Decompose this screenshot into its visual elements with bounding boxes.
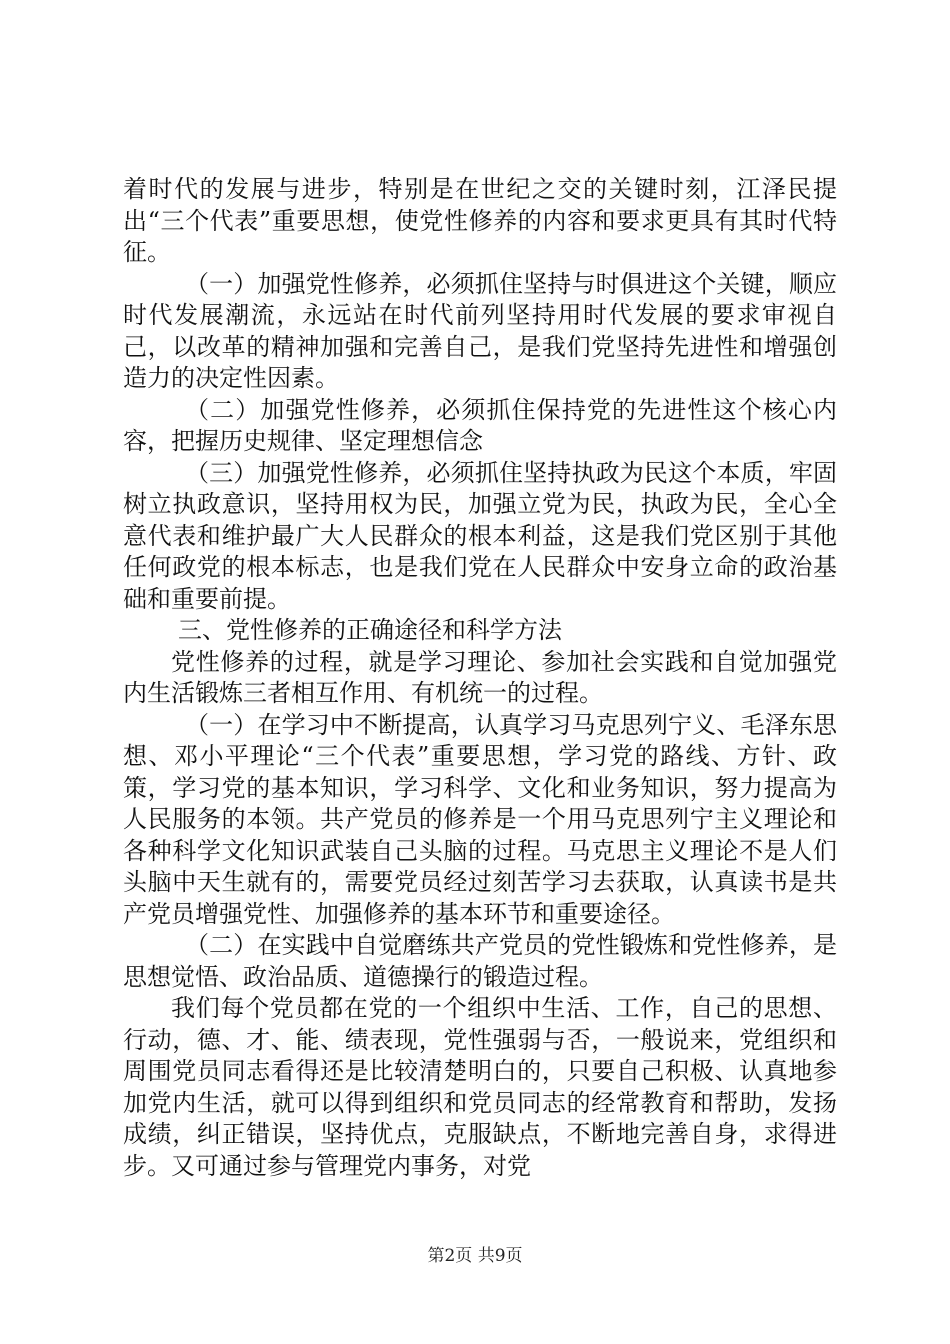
paragraph-point-2: （二）加强党性修养，必须抓住保持党的先进性这个核心内容，把握历史规律、坚定理想信念 xyxy=(123,395,837,455)
paragraph-intro: 党性修养的过程，就是学习理论、参加社会实践和自觉加强党内生活锻炼三者相互作用、有机统一的过程。 xyxy=(123,647,837,707)
paragraph-point-3: （三）加强党性修养，必须抓住坚持执政为民这个本质，牢固树立执政意识，坚持用权为民，加强立党为民，执政为民，全心全意代表和维护最广大人民群众的根本利益，这是我们党区别于其他任何政党的根本标志，也是我们党在人民群众中安身立命的政治基础和重要前提。 xyxy=(123,458,837,613)
paragraph-method-1: （一）在学习中不断提高，认真学习马克思列宁义、毛泽东思想、邓小平理论“三个代表”重要思想，学习党的路线、方针、政策，学习党的基本知识，学习科学、文化和业务知识，努力提高为人民服务的本领。共产党员的修养是一个用马克思列宁主义理论和各种科学文化知识武装自己头脑的过程。马克思主义理论不是人们头脑中天生就有的，需要党员经过刻苦学习去获取，认真读书是共产党员增强党性、加强修养的基本环节和重要途径。 xyxy=(123,710,837,928)
section-heading: 三、党性修养的正确途径和科学方法 xyxy=(178,616,562,644)
paragraph-method-2: （二）在实践中自觉磨练共产党员的党性锻炼和党性修养，是思想觉悟、政治品质、道德操行的锻造过程。 xyxy=(123,931,837,991)
paragraph-point-1: （一）加强党性修养，必须抓住坚持与时俱进这个关键，顺应时代发展潮流，永远站在时代前列坚持用时代发展的要求审视自己，以改革的精神加强和完善自己，是我们党坚持先进性和增强创造力的决定性因素。 xyxy=(123,269,837,392)
page-footer: 第2页 共9页 xyxy=(427,1246,523,1266)
paragraph-body: 我们每个党员都在党的一个组织中生活、工作，自己的思想、行动，德、才、能、绩表现，党性强弱与否，一般说来，党组织和周围党员同志看得还是比较清楚明白的，只要自己积极、认真地参加党内生活，就可以得到组织和党员同志的经常教育和帮助，发扬成绩，纠正错误，坚持优点，克服缺点，不断地完善自身，求得进步。又可通过参与管理党内事务，对党 xyxy=(123,994,837,1180)
paragraph-continuation: 着时代的发展与进步，特别是在世纪之交的关键时刻，江泽民提出“三个代表”重要思想，使党性修养的内容和要求更具有其时代特征。 xyxy=(123,175,837,266)
document-body xyxy=(123,174,837,1182)
